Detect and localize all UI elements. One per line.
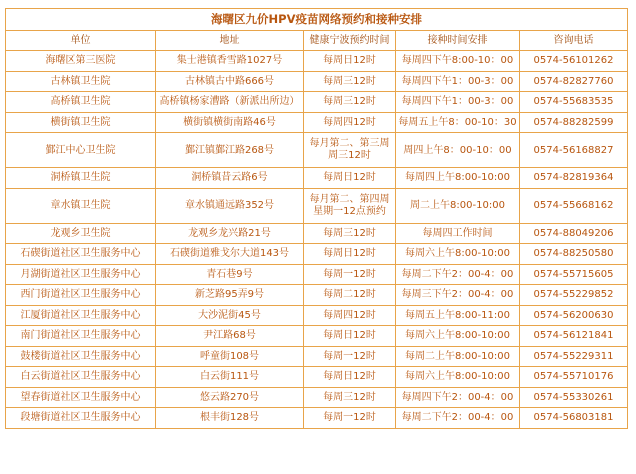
cell-address: 呼童街108号	[156, 346, 304, 367]
cell-vaccination-schedule: 每周二下午2：00-4：00	[396, 264, 520, 285]
cell-unit: 鄞江中心卫生院	[6, 133, 156, 168]
cell-address: 高桥镇杨家漕路（新派出所边）	[156, 92, 304, 113]
table-row	[6, 223, 628, 244]
cell-phone: 0574-55715605	[520, 264, 628, 285]
cell-phone: 0574-56803181	[520, 408, 628, 429]
cell-vaccination-schedule: 每周四下午2：00-4：00	[396, 387, 520, 408]
table-title: 海曙区九价HPV疫苗网络预约和接种安排	[6, 9, 628, 31]
header-address: 地址	[156, 31, 304, 51]
cell-unit: 高桥镇卫生院	[6, 92, 156, 113]
cell-unit: 白云街道社区卫生服务中心	[6, 367, 156, 388]
cell-phone: 0574-55229852	[520, 285, 628, 306]
cell-vaccination-schedule: 每周二下午2：00-4：00	[396, 408, 520, 429]
cell-phone: 0574-55683535	[520, 92, 628, 113]
cell-booking-time: 每周日12时	[304, 367, 396, 388]
cell-unit: 鼓楼街道社区卫生服务中心	[6, 346, 156, 367]
table-row	[6, 51, 628, 72]
cell-unit: 横街镇卫生院	[6, 112, 156, 133]
cell-address: 青石巷9号	[156, 264, 304, 285]
table-row	[6, 305, 628, 326]
cell-unit: 月湖街道社区卫生服务中心	[6, 264, 156, 285]
cell-address: 横街镇横街南路46号	[156, 112, 304, 133]
cell-phone: 0574-56168827	[520, 133, 628, 168]
cell-booking-time: 每周一12时	[304, 346, 396, 367]
cell-booking-time: 每周一12时	[304, 264, 396, 285]
cell-address: 大沙泥街45号	[156, 305, 304, 326]
cell-address: 古林镇古中路666号	[156, 71, 304, 92]
cell-unit: 望春街道社区卫生服务中心	[6, 387, 156, 408]
cell-phone: 0574-56200630	[520, 305, 628, 326]
table-row	[6, 133, 628, 168]
cell-address: 龙观乡龙兴路21号	[156, 223, 304, 244]
cell-unit: 西门街道社区卫生服务中心	[6, 285, 156, 306]
cell-unit: 龙观乡卫生院	[6, 223, 156, 244]
title-row	[6, 9, 628, 31]
cell-unit: 古林镇卫生院	[6, 71, 156, 92]
cell-unit: 段塘街道社区卫生服务中心	[6, 408, 156, 429]
cell-phone: 0574-82827760	[520, 71, 628, 92]
cell-address: 悠云路270号	[156, 387, 304, 408]
cell-vaccination-schedule: 周四上午8：00-10：00	[396, 133, 520, 168]
cell-vaccination-schedule: 每周五上午8：00-10：30	[396, 112, 520, 133]
table-row	[6, 285, 628, 306]
cell-unit: 石碶街道社区卫生服务中心	[6, 244, 156, 265]
cell-booking-time: 每周一12时	[304, 408, 396, 429]
cell-unit: 洞桥镇卫生院	[6, 168, 156, 189]
header-phone: 咨询电话	[520, 31, 628, 51]
cell-booking-time: 每周二12时	[304, 285, 396, 306]
table-row	[6, 71, 628, 92]
table-row	[6, 92, 628, 113]
cell-vaccination-schedule: 每周六上午8:00-10:00	[396, 244, 520, 265]
cell-phone: 0574-55668162	[520, 188, 628, 223]
cell-booking-time: 每周日12时	[304, 168, 396, 189]
cell-phone: 0574-55330261	[520, 387, 628, 408]
cell-unit: 海曙区第三医院	[6, 51, 156, 72]
cell-vaccination-schedule: 每周四下午1：00-3：00	[396, 92, 520, 113]
cell-phone: 0574-82819364	[520, 168, 628, 189]
table-row	[6, 112, 628, 133]
cell-vaccination-schedule: 每周六上午8:00-10:00	[396, 326, 520, 347]
table-row	[6, 244, 628, 265]
cell-booking-time: 每月第二、第四周星期一12点预约	[304, 188, 396, 223]
cell-unit: 章水镇卫生院	[6, 188, 156, 223]
cell-address: 新芝路95弄9号	[156, 285, 304, 306]
cell-phone: 0574-88282599	[520, 112, 628, 133]
table-row	[6, 387, 628, 408]
cell-booking-time: 每月第二、第三周周三12时	[304, 133, 396, 168]
cell-vaccination-schedule: 每周五上午8:00-11:00	[396, 305, 520, 326]
header-unit: 单位	[6, 31, 156, 51]
table-row	[6, 188, 628, 223]
cell-address: 集士港镇香雪路1027号	[156, 51, 304, 72]
cell-vaccination-schedule: 每周三下午2：00-4：00	[396, 285, 520, 306]
cell-unit: 南门街道社区卫生服务中心	[6, 326, 156, 347]
cell-unit: 江厦街道社区卫生服务中心	[6, 305, 156, 326]
cell-phone: 0574-55710176	[520, 367, 628, 388]
cell-booking-time: 每周三12时	[304, 92, 396, 113]
cell-vaccination-schedule: 每周四下午8:00-10：00	[396, 51, 520, 72]
header-vaccination-schedule: 接种时间安排	[396, 31, 520, 51]
cell-address: 白云街111号	[156, 367, 304, 388]
cell-phone: 0574-56121841	[520, 326, 628, 347]
cell-vaccination-schedule: 每周四工作时间	[396, 223, 520, 244]
cell-vaccination-schedule: 每周二上午8:00-10:00	[396, 346, 520, 367]
table-row	[6, 408, 628, 429]
cell-phone: 0574-55229311	[520, 346, 628, 367]
cell-booking-time: 每周日12时	[304, 51, 396, 72]
hpv-schedule-table	[5, 8, 628, 429]
cell-address: 石碶街道雅戈尔大道143号	[156, 244, 304, 265]
cell-address: 洞桥镇昔云路6号	[156, 168, 304, 189]
cell-address: 鄞江镇鄞江路268号	[156, 133, 304, 168]
cell-booking-time: 每周三12时	[304, 223, 396, 244]
cell-phone: 0574-88049206	[520, 223, 628, 244]
cell-booking-time: 每周日12时	[304, 326, 396, 347]
cell-booking-time: 每周四12时	[304, 305, 396, 326]
table-row	[6, 367, 628, 388]
table-row	[6, 346, 628, 367]
cell-address: 章水镇通远路352号	[156, 188, 304, 223]
cell-booking-time: 每周四12时	[304, 112, 396, 133]
cell-booking-time: 每周三12时	[304, 71, 396, 92]
table-row	[6, 326, 628, 347]
cell-vaccination-schedule: 周二上午8:00-10:00	[396, 188, 520, 223]
cell-vaccination-schedule: 每周四下午1：00-3：00	[396, 71, 520, 92]
cell-phone: 0574-88250580	[520, 244, 628, 265]
table-row	[6, 264, 628, 285]
cell-phone: 0574-56101262	[520, 51, 628, 72]
cell-booking-time: 每周日12时	[304, 244, 396, 265]
cell-booking-time: 每周三12时	[304, 387, 396, 408]
table-row	[6, 168, 628, 189]
cell-vaccination-schedule: 每周四上午8:00-10:00	[396, 168, 520, 189]
header-booking-time: 健康宁波预约时间	[304, 31, 396, 51]
cell-address: 根丰街128号	[156, 408, 304, 429]
header-row	[6, 31, 628, 51]
cell-address: 尹江路68号	[156, 326, 304, 347]
cell-vaccination-schedule: 每周六上午8:00-10:00	[396, 367, 520, 388]
